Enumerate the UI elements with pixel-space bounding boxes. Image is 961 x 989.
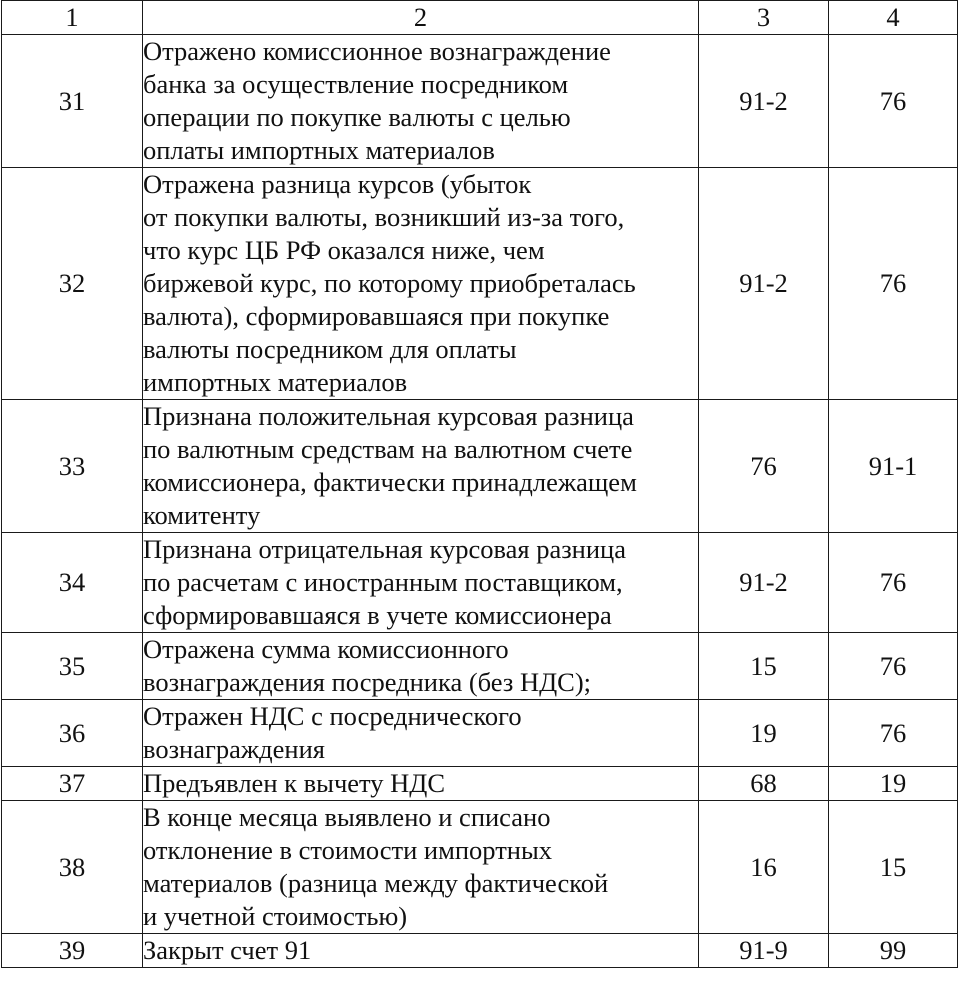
table-row bbox=[2, 533, 958, 633]
entry-number: 32 bbox=[2, 168, 143, 400]
entry-number: 31 bbox=[2, 35, 143, 168]
debit-account: 16 bbox=[699, 801, 829, 934]
description-line: биржевой курс, по которому приобреталась bbox=[143, 268, 636, 298]
description-line: Закрыт счет 91 bbox=[143, 935, 312, 965]
entry-description bbox=[143, 700, 699, 767]
entry-number: 33 bbox=[2, 400, 143, 533]
description-line: Признана положительная курсовая разница bbox=[143, 401, 634, 431]
entry-description bbox=[143, 400, 699, 533]
description-line: отклонение в стоимости импортных bbox=[143, 835, 553, 865]
header-row bbox=[2, 1, 958, 35]
table-body bbox=[2, 1, 958, 968]
entry-number: 39 bbox=[2, 934, 143, 968]
credit-account: 15 bbox=[829, 801, 958, 934]
description-line: вознаграждения посредника (без НДС); bbox=[143, 667, 592, 697]
table-row bbox=[2, 633, 958, 700]
description-line: В конце месяца выявлено и списано bbox=[143, 802, 551, 832]
description-line: Признана отрицательная курсовая разница bbox=[143, 534, 626, 564]
description-line: комитенту bbox=[143, 500, 261, 530]
credit-account: 76 bbox=[829, 533, 958, 633]
description-line: от покупки валюты, возникший из-за того, bbox=[143, 202, 625, 232]
debit-account: 76 bbox=[699, 400, 829, 533]
description-line: по валютным средствам на валютном счете bbox=[143, 434, 633, 464]
header-cell-3: 3 bbox=[699, 1, 829, 35]
entry-description bbox=[143, 633, 699, 700]
entry-description bbox=[143, 533, 699, 633]
header-cell-4: 4 bbox=[829, 1, 958, 35]
entry-number: 35 bbox=[2, 633, 143, 700]
entry-description bbox=[143, 168, 699, 400]
credit-account: 76 bbox=[829, 633, 958, 700]
entry-description bbox=[143, 934, 699, 968]
description-line: сформировавшаяся в учете комиссионера bbox=[143, 600, 612, 630]
table-row bbox=[2, 767, 958, 801]
debit-account: 91-2 bbox=[699, 168, 829, 400]
debit-account: 68 bbox=[699, 767, 829, 801]
debit-account: 91-9 bbox=[699, 934, 829, 968]
description-line: Отражена сумма комиссионного bbox=[143, 634, 509, 664]
credit-account: 19 bbox=[829, 767, 958, 801]
description-line: валюты посредником для оплаты bbox=[143, 334, 517, 364]
description-line: вознаграждения bbox=[143, 734, 325, 764]
entry-description bbox=[143, 35, 699, 168]
description-line: Отражена разница курсов (убыток bbox=[143, 169, 532, 199]
description-line: Отражено комиссионное вознаграждение bbox=[143, 36, 611, 66]
description-line: валюта), сформировавшаяся при покупке bbox=[143, 301, 610, 331]
credit-account: 76 bbox=[829, 168, 958, 400]
table-row bbox=[2, 934, 958, 968]
description-line: материалов (разница между фактической bbox=[143, 868, 609, 898]
description-line: и учетной стоимостью) bbox=[143, 901, 408, 931]
credit-account: 76 bbox=[829, 35, 958, 168]
credit-account: 91-1 bbox=[829, 400, 958, 533]
credit-account: 99 bbox=[829, 934, 958, 968]
description-line: по расчетам с иностранным поставщиком, bbox=[143, 567, 623, 597]
description-line: оплаты импортных материалов bbox=[143, 135, 495, 165]
credit-account: 76 bbox=[829, 700, 958, 767]
header-cell-1: 1 bbox=[2, 1, 143, 35]
debit-account: 91-2 bbox=[699, 35, 829, 168]
description-line: что курс ЦБ РФ оказался ниже, чем bbox=[143, 235, 545, 265]
description-line: Отражен НДС с посреднического bbox=[143, 701, 522, 731]
table-row bbox=[2, 400, 958, 533]
table-row bbox=[2, 168, 958, 400]
description-line: операции по покупке валюты с целью bbox=[143, 102, 571, 132]
debit-account: 91-2 bbox=[699, 533, 829, 633]
entry-number: 38 bbox=[2, 801, 143, 934]
entry-description bbox=[143, 767, 699, 801]
table-row bbox=[2, 801, 958, 934]
description-line: комиссионера, фактически принадлежащем bbox=[143, 467, 637, 497]
entry-number: 34 bbox=[2, 533, 143, 633]
debit-account: 19 bbox=[699, 700, 829, 767]
description-line: Предъявлен к вычету НДС bbox=[143, 768, 446, 798]
entry-number: 36 bbox=[2, 700, 143, 767]
entry-number: 37 bbox=[2, 767, 143, 801]
debit-account: 15 bbox=[699, 633, 829, 700]
table-row bbox=[2, 35, 958, 168]
accounting-entries-table bbox=[1, 0, 958, 968]
description-line: импортных материалов bbox=[143, 367, 408, 397]
header-cell-2: 2 bbox=[143, 1, 699, 35]
description-line: банка за осуществление посредником bbox=[143, 69, 569, 99]
entry-description bbox=[143, 801, 699, 934]
table-row bbox=[2, 700, 958, 767]
